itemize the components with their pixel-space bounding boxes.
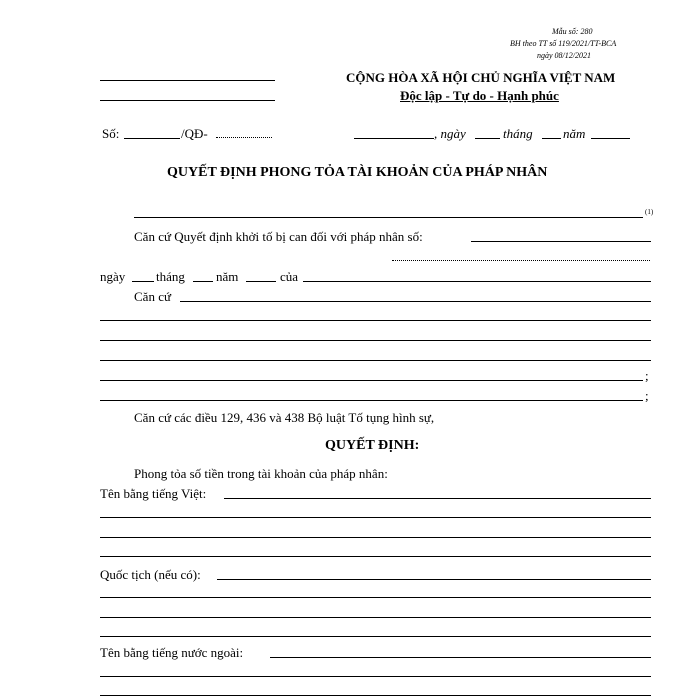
nam-field[interactable] bbox=[246, 281, 276, 282]
qd-field[interactable] bbox=[216, 137, 272, 138]
so-field[interactable] bbox=[124, 138, 180, 139]
semicolon-2: ; bbox=[645, 388, 649, 403]
agency-line-2[interactable] bbox=[100, 100, 275, 101]
semicolon-1: ; bbox=[645, 368, 649, 383]
can-cu-decision-label: Căn cứ Quyết định khởi tố bị can đối với pháp nhân số: bbox=[134, 229, 423, 244]
can-cu-other-line-4[interactable] bbox=[100, 360, 651, 361]
form-code-line2: BH theo TT số 119/2021/TT-BCA bbox=[510, 39, 617, 48]
can-cu-other-line-6[interactable] bbox=[100, 400, 643, 401]
footnote-mark: (1) bbox=[645, 208, 654, 216]
ten-viet-label: Tên bằng tiếng Việt: bbox=[100, 486, 207, 501]
can-cu-other-line-2[interactable] bbox=[100, 320, 651, 321]
motto: Độc lập - Tự do - Hạnh phúc bbox=[400, 88, 559, 103]
agency-line-1[interactable] bbox=[100, 80, 275, 81]
date-day-label: , ngày bbox=[434, 126, 466, 141]
thang-label: tháng bbox=[156, 269, 185, 284]
cua-field[interactable] bbox=[303, 281, 651, 282]
can-cu-other-label: Căn cứ bbox=[134, 289, 172, 304]
decision-text: Phong tỏa số tiền trong tài khoản của pháp nhân: bbox=[134, 466, 388, 481]
can-cu-law-text: Căn cứ các điều 129, 436 và 438 Bộ luật Tố tụng hình sự, bbox=[134, 410, 435, 425]
quoc-tich-line-2[interactable] bbox=[100, 597, 651, 598]
place-field[interactable] bbox=[354, 138, 434, 139]
ten-nuoc-ngoai-line-3[interactable] bbox=[100, 695, 651, 696]
ngay-field[interactable] bbox=[132, 281, 154, 282]
date-month-field[interactable] bbox=[542, 138, 561, 139]
document-title: QUYẾT ĐỊNH PHONG TỎA TÀI KHOẢN CỦA PHÁP NHÂN bbox=[167, 165, 548, 180]
thang-field[interactable] bbox=[193, 281, 213, 282]
date-day-field[interactable] bbox=[475, 138, 500, 139]
can-cu-decision-field-2[interactable] bbox=[392, 260, 650, 261]
ten-nuoc-ngoai-field[interactable] bbox=[270, 657, 651, 658]
cua-label: của bbox=[280, 269, 299, 284]
decision-heading: QUYẾT ĐỊNH: bbox=[325, 438, 420, 453]
date-year-field[interactable] bbox=[591, 138, 630, 139]
ngay-label: ngày bbox=[100, 269, 126, 284]
quoc-tich-field[interactable] bbox=[217, 579, 651, 580]
can-cu-other-field[interactable] bbox=[180, 301, 651, 302]
country-header: CỘNG HÒA XÃ HỘI CHỦ NGHĨA VIỆT NAM bbox=[346, 70, 616, 85]
ten-viet-line-3[interactable] bbox=[100, 537, 651, 538]
can-cu-other-line-3[interactable] bbox=[100, 340, 651, 341]
nam-label: năm bbox=[216, 269, 239, 284]
form-code-line3: ngày 08/12/2021 bbox=[537, 51, 591, 60]
quoc-tich-line-3[interactable] bbox=[100, 617, 651, 618]
qd-label: /QĐ- bbox=[181, 126, 208, 141]
quoc-tich-label: Quốc tịch (nếu có): bbox=[100, 567, 201, 582]
date-year-label: năm bbox=[563, 126, 586, 141]
ten-nuoc-ngoai-label: Tên bằng tiếng nước ngoài: bbox=[100, 645, 244, 660]
quoc-tich-line-4[interactable] bbox=[100, 636, 651, 637]
ten-nuoc-ngoai-line-2[interactable] bbox=[100, 676, 651, 677]
ten-viet-field[interactable] bbox=[224, 498, 651, 499]
so-label: Số: bbox=[102, 126, 120, 141]
can-cu-other-line-5[interactable] bbox=[100, 380, 643, 381]
ten-viet-line-4[interactable] bbox=[100, 556, 651, 557]
ten-viet-line-2[interactable] bbox=[100, 517, 651, 518]
form-code-line1: Mẫu số: 280 bbox=[552, 27, 593, 36]
can-cu-decision-field[interactable] bbox=[471, 241, 651, 242]
authority-line[interactable] bbox=[134, 217, 643, 218]
date-month-label: tháng bbox=[503, 126, 533, 141]
